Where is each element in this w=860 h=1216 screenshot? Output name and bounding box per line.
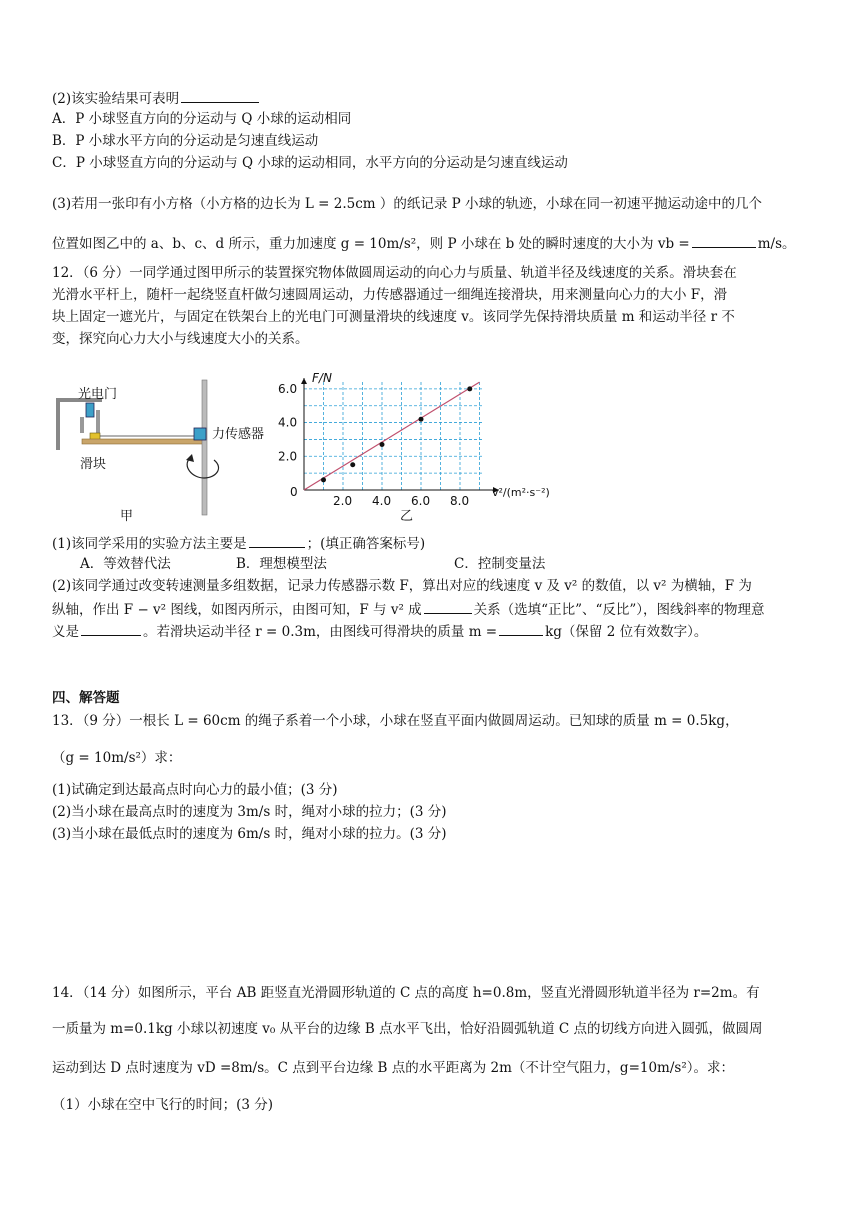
q12-line1: 12．（6 分）一同学通过图甲所示的装置探究物体做圆周运动的向心力与质量、轨道半径及线速度的关系。滑块套在 — [52, 265, 737, 281]
label-force-sensor: 力传感器 — [212, 427, 265, 442]
data-point — [350, 462, 355, 467]
q12-option-b: B．理想模型法 — [236, 556, 327, 572]
x-tick-label: 6.0 — [411, 494, 431, 508]
q12-line2: 光滑水平杆上，随杆一起绕竖直杆做匀速圆周运动，力传感器通过一细绳连接滑块，用来测量向心力的大小 F，滑 — [52, 287, 728, 303]
q12-line4: 变，探究向心力大小与线速度大小的关系。 — [52, 331, 309, 347]
f-v2-chart — [260, 370, 550, 530]
caption-yi: 乙 — [400, 509, 414, 524]
q12-part2-line3: 义是 。若滑块运动半径 r = 0.3m，由图线可得滑块的质量 m = kg（保留 2 位有效数字）。 — [52, 621, 707, 641]
vertical-rod — [202, 380, 207, 515]
photogate — [86, 403, 94, 417]
horizontal-rod — [82, 439, 204, 444]
q12-line3: 块上固定一遮光片，与固定在铁架台上的光电门可测量滑块的线速度 v。该同学先保持滑块质量 m 和运动半径 r 不 — [52, 309, 735, 325]
q14-part1: （1）小球在空中飞行的时间；(3 分) — [52, 1097, 274, 1113]
y-tick-label: 2.0 — [278, 449, 298, 464]
q14-line1: 14．（14 分）如图所示，平台 AB 距竖直光滑圆形轨道的 C 点的高度 h=0.8m，竖直光滑圆形轨道半径为 r=2m。有 — [52, 985, 760, 1001]
q14-line3: 运动到达 D 点时速度为 vD =8m/s。C 点到平台边缘 B 点的水平距离为 2m（不计空气阻力，g=10m/s²）。求： — [52, 1060, 734, 1076]
fit-line-segment — [304, 382, 480, 490]
q11-part3-line2: 位置如图乙中的 a、b、c、d 所示，重力加速度 g = 10m/s²，则 P 小球在 b 处的瞬时速度的大小为 vb = m/s。 — [52, 233, 796, 253]
label-photogate: 光电门 — [78, 387, 118, 402]
q12-part1-stem: (1)该同学采用的实验方法主要是 ；(填正确答案标号) — [52, 533, 425, 553]
section-title: 四、解答题 — [52, 690, 120, 706]
answer-blank[interactable] — [499, 621, 543, 636]
q11-option-a: A．P 小球竖直方向的分运动与 Q 小球的运动相同 — [52, 111, 352, 127]
data-point — [419, 417, 424, 422]
origin-label: 0 — [290, 485, 298, 499]
q12-options — [80, 555, 546, 573]
answer-blank[interactable] — [424, 599, 472, 614]
y-axis-label: F/N — [312, 371, 332, 385]
x-axis-label: v²/(m²·s⁻²) — [492, 486, 550, 499]
force-sensor — [194, 428, 206, 440]
answer-blank[interactable] — [249, 533, 305, 548]
q13-part3: (3)当小球在最低点时的速度为 6m/s 时，绳对小球的拉力。(3 分) — [52, 826, 447, 842]
x-tick-label: 4.0 — [372, 494, 392, 508]
fit-line — [304, 382, 480, 490]
apparatus-figure — [52, 370, 282, 530]
y-axis-arrow-icon — [301, 378, 307, 384]
q12-option-c: C．控制变量法 — [454, 556, 546, 572]
answer-blank[interactable] — [181, 88, 259, 103]
q11-part2-stem: (2)该实验结果可表明 — [52, 88, 261, 108]
q11-option-b: B．P 小球水平方向的分运动是匀速直线运动 — [52, 133, 319, 149]
x-tick-label: 8.0 — [450, 494, 470, 508]
answer-blank[interactable] — [692, 233, 756, 248]
chart-axes — [301, 378, 499, 493]
photogate-arm — [80, 417, 84, 433]
data-point — [380, 442, 385, 447]
q11-part3-line1: (3)若用一张印有小方格（小方格的边长为 L = 2.5cm ）的纸记录 P 小球的轨迹，小球在同一初速平抛运动途中的几个 — [52, 196, 763, 212]
photogate-arm2 — [96, 410, 100, 433]
q12-figures — [52, 370, 550, 530]
q13-line2: （g = 10m/s²）求： — [52, 750, 182, 766]
q13-line1: 13．（9 分）一根长 L = 60cm 的绳子系着一个小球，小球在竖直平面内做圆周运动。已知球的质量 m = 0.5kg， — [52, 713, 739, 729]
stand-pole — [56, 398, 60, 450]
q12-part2-line2: 纵轴，作出 F − v² 图线，如图丙所示，由图可知，F 与 v² 成 关系（选填“正比”、“反比”），图线斜率的物理意 — [52, 599, 765, 619]
q13-part1: (1)试确定到达最高点时向心力的最小值；(3 分) — [52, 782, 338, 798]
q12-part2-line1: (2)该同学通过改变转速测量多组数据，记录力传感器示数 F，算出对应的线速度 v 及 v² 的数值，以 v² 为横轴，F 为 — [52, 578, 752, 594]
caption-jia: 甲 — [120, 509, 134, 524]
q12-option-a: A．等效替代法 — [80, 556, 171, 572]
q13-part2: (2)当小球在最高点时的速度为 3m/s 时，绳对小球的拉力；(3 分) — [52, 804, 447, 820]
data-point — [321, 477, 326, 482]
data-point — [467, 386, 472, 391]
q14-line2: 一质量为 m=0.1kg 小球以初速度 v₀ 从平台的边缘 B 点水平飞出，恰好沿圆弧轨道 C 点的切线方向进入圆弧，做圆周 — [52, 1021, 763, 1037]
x-tick-label: 2.0 — [333, 494, 353, 508]
answer-blank[interactable] — [81, 621, 141, 636]
q11-option-c: C．P 小球竖直方向的分运动与 Q 小球的运动相同，水平方向的分运动是匀速直线运动 — [52, 155, 568, 171]
y-tick-label: 6.0 — [278, 381, 298, 396]
y-tick-label: 4.0 — [278, 415, 298, 430]
label-slider: 滑块 — [80, 457, 107, 472]
